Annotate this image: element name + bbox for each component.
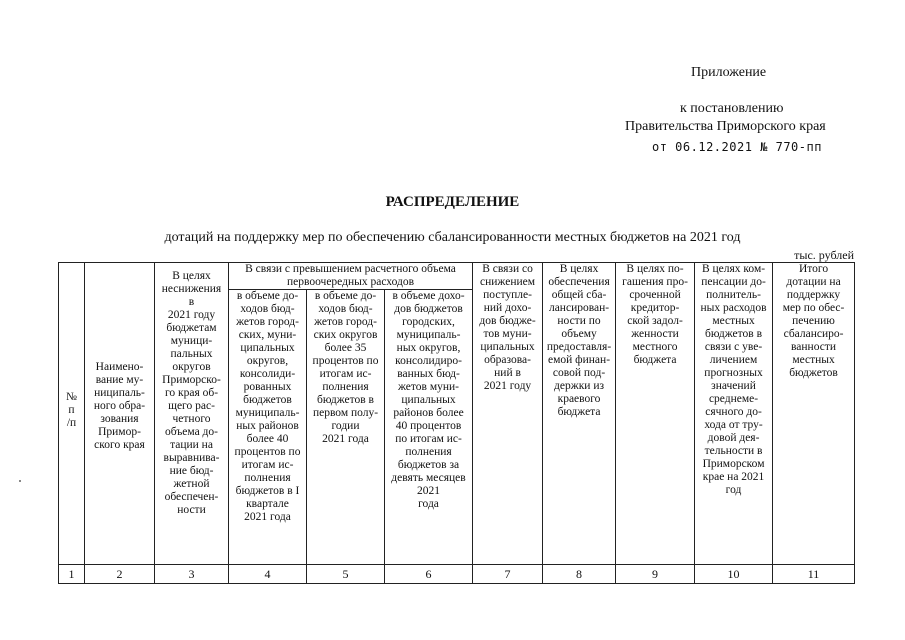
- table-header-row-1: [59, 263, 855, 290]
- header-col-nine-months-revenue: в объеме дохо- дов бюджетов городских, муниципаль- ных округов, консолидиро- ванных бюд- жетов муни- ципальных районов более 40 процентов по итогам ис- полнения бюджетов за девять месяцев 2021 года: [385, 290, 473, 565]
- header-col-balance: В целях обеспечения общей сба- лансирован- ности по объему предоставля- емой финан- совой под- держки из краевого бюджета: [543, 263, 616, 565]
- government-label: Правительства Приморского края: [625, 119, 826, 134]
- appendix-label: Приложение: [691, 65, 767, 80]
- column-number: 9: [616, 565, 695, 584]
- header-col-arrears: В целях по- гашения про- сроченной кредитор- ской задол- женности местного бюджета: [616, 263, 695, 565]
- distribution-table: [58, 262, 855, 584]
- column-number: 5: [307, 565, 385, 584]
- header-col-total: Итого дотации на поддержку мер по обес- печению сбалансиро- ванности местных бюджетов: [773, 263, 855, 565]
- header-col-non-reduction: В целях неснижения в 2021 году бюджетам муници- пальных округов Приморско- го края об- щего рас- четного объема до- тации на выравнива- ние бюд- жетной обеспечен- ности: [155, 263, 229, 565]
- header-group-priority-expenses: В связи с превышением расчетного объема первоочередных расходов: [229, 263, 473, 290]
- resolution-date-number: от 06.12.2021 № 770-пп: [652, 140, 822, 154]
- column-number: 2: [85, 565, 155, 584]
- document-title: РАСПРЕДЕЛЕНИЕ: [385, 194, 520, 210]
- header-col-income-compensation: В целях ком- пенсации до- полнитель- ных расходов местных бюджетов в связи с уве- личением прогнозных значений среднеме- сячного до- хода от тру- довой дея- тельности в Приморском крае на 2021 год: [695, 263, 773, 565]
- header-col-number: № п /п: [59, 263, 85, 565]
- column-number: 4: [229, 565, 307, 584]
- header-col-municipality: Наимено- вание му- ниципаль- ного обра- зования Примор- ского края: [85, 263, 155, 565]
- table-column-numbers-row: [59, 565, 855, 584]
- column-number: 11: [773, 565, 855, 584]
- column-number: 8: [543, 565, 616, 584]
- document-subtitle: дотаций на поддержку мер по обеспечению сбалансированности местных бюджетов на 2021 год: [164, 230, 741, 245]
- resolution-label: к постановлению: [680, 101, 784, 116]
- column-number: 6: [385, 565, 473, 584]
- header-col-half-year-revenue: в объеме до- ходов бюд- жетов город- ских округов более 35 процентов по итогам ис- полнения бюджетов в первом полу- годии 2021 года: [307, 290, 385, 565]
- header-col-revenue-decrease: В связи со снижением поступле- ний дохо- дов бюдже- тов муни- ципальных образова- ний в 2021 году: [473, 263, 543, 565]
- column-number: 7: [473, 565, 543, 584]
- units-label: тыс. рублей: [794, 248, 854, 262]
- scan-mark: [19, 480, 21, 482]
- column-number: 3: [155, 565, 229, 584]
- column-number: 10: [695, 565, 773, 584]
- column-number: 1: [59, 565, 85, 584]
- header-col-q1-revenue: в объеме до- ходов бюд- жетов город- ских, муни- ципальных округов, консолиди- рованных бюджетов муниципаль- ных районов более 40 процентов по итогам ис- полнения бюджетов в I квартале 2021 года: [229, 290, 307, 565]
